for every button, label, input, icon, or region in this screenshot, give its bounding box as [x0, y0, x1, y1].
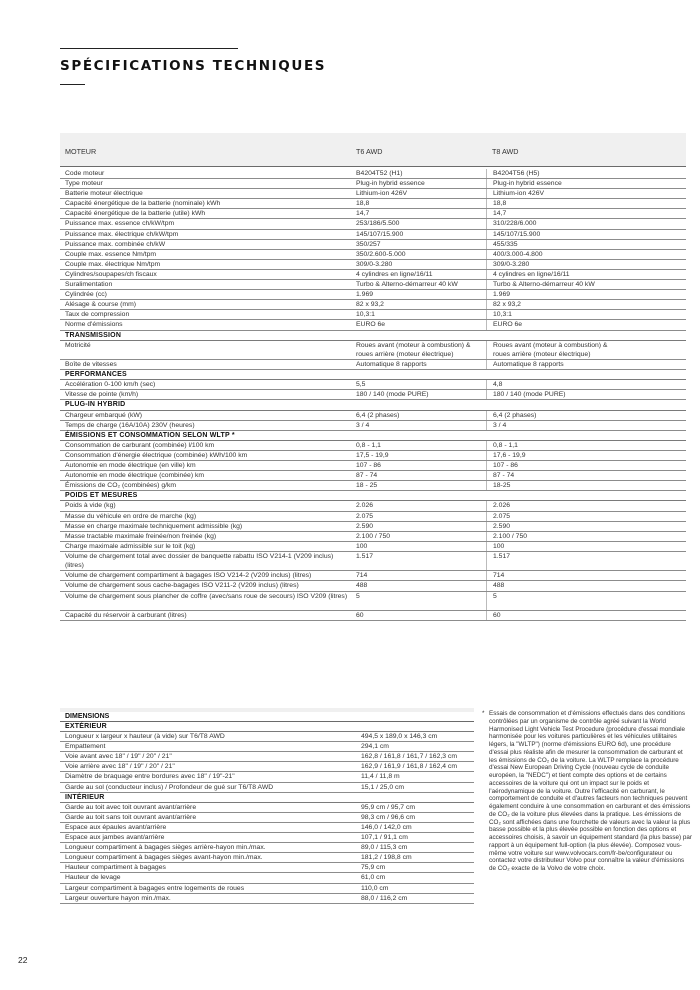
value-t8: 488	[493, 582, 505, 590]
table-row	[60, 270, 686, 280]
table-row	[60, 581, 686, 591]
value-t6: 10,3:1	[356, 310, 487, 319]
row-label: Masse du véhicule en ordre de marche (kg)	[65, 512, 197, 520]
table-row	[60, 532, 686, 542]
row-label: Longueur compartiment à bagages sièges avant-hayon min./max.	[65, 854, 263, 862]
header-col-t6: T6 AWD	[356, 147, 383, 156]
value-t6: 5,5	[356, 380, 487, 389]
value-t6: Turbo & Alterno-démarreur 40 kW	[356, 280, 487, 289]
section-heading: EXTÉRIEUR	[60, 722, 474, 732]
row-value: 494,5 x 189,0 x 146,3 cm	[361, 733, 438, 741]
table-row	[60, 250, 686, 260]
row-label: Motricité	[65, 341, 91, 349]
table-row	[60, 471, 686, 481]
row-label: Code moteur	[65, 170, 105, 177]
row-label: Volume de chargement compartiment à bagages ISO V214-2 (V209 inclus) (litres)	[65, 572, 312, 580]
row-label: Émissions de CO₂ (combinées) g/km	[65, 482, 177, 490]
value-t8: 310/228/6.000	[493, 220, 537, 228]
row-label: Puissance max. électrique ch/kW/tpm	[65, 230, 179, 238]
value-t6: EURO 6e	[356, 320, 487, 329]
value-t6: 18,8	[356, 199, 487, 208]
row-label: Consommation de carburant (combinée) l/100 km	[65, 441, 215, 449]
row-label: Masse tractable maximale freinée/non freinée (kg)	[65, 532, 217, 540]
row-label: Puissance max. essence ch/kW/tpm	[65, 220, 175, 228]
table-row	[60, 240, 686, 250]
value-t8: 180 / 140 (mode PURE)	[493, 391, 566, 399]
value-t8: 82 x 93,2	[493, 301, 521, 309]
value-t8: 6,4 (2 phases)	[493, 411, 537, 419]
row-label: Longueur compartiment à bagages sièges arrière-hayon min./max.	[65, 844, 266, 852]
table-row	[60, 189, 686, 199]
value-t6: 2.075	[356, 512, 487, 521]
row-label: Hauteur compartiment à bagages	[65, 864, 166, 872]
table-row	[60, 320, 686, 330]
value-t6: 107 - 86	[356, 461, 487, 470]
row-label: Accélération 0-100 km/h (sec)	[65, 381, 156, 389]
page-number: 22	[18, 955, 28, 965]
table-row	[60, 833, 474, 843]
table-row	[60, 209, 686, 219]
table-row	[60, 783, 474, 793]
value-t8: EURO 6e	[493, 321, 523, 329]
row-value: 107,1 / 91,1 cm	[361, 834, 408, 842]
table-row	[60, 341, 686, 361]
row-label: Empattement	[65, 743, 106, 751]
table-row	[60, 481, 686, 491]
value-t8: 2.100 / 750	[493, 532, 528, 540]
row-label: Puissance max. combinée ch/kW	[65, 240, 166, 248]
section-heading: TRANSMISSION	[60, 331, 686, 341]
row-label: Autonomie en mode électrique (combinée) km	[65, 472, 205, 480]
dimensions-table-body	[60, 722, 474, 904]
table-row	[60, 451, 686, 461]
table-row	[60, 611, 686, 621]
value-t8: 145/107/15.900	[493, 230, 541, 238]
row-value: 98,3 cm / 96,6 cm	[361, 813, 416, 821]
value-t8: Lithium-ion 426V	[493, 190, 545, 198]
row-label: Voie arrière avec 18" / 19" / 20" / 21"	[65, 763, 175, 771]
value-t6: 1.517	[356, 552, 487, 571]
table-row	[60, 732, 474, 742]
table-row	[60, 260, 686, 270]
row-label: Consommation d'énergie électrique (combinée) kWh/100 km	[65, 451, 248, 459]
spec-table	[60, 133, 686, 621]
row-label: Hauteur de levage	[65, 874, 121, 882]
row-value: 11,4 / 11,8 m	[361, 773, 400, 781]
section-heading: ÉMISSIONS ET CONSOMMATION SELON WLTP *	[60, 431, 686, 441]
section-heading: INTÉRIEUR	[60, 793, 474, 803]
value-t8: Roues avant (moteur à combustion) & roues arrière (moteur électrique)	[493, 341, 608, 358]
row-label: Capacité du réservoir à carburant (litres)	[65, 612, 187, 620]
value-t6: 87 - 74	[356, 471, 487, 480]
row-label: Garde au sol (conducteur inclus) / Profondeur de gué sur T6/T8 AWD	[65, 783, 274, 791]
value-t8: 2.590	[493, 522, 511, 530]
table-row	[60, 390, 686, 400]
table-row	[60, 219, 686, 229]
header-section-label: MOTEUR	[65, 147, 97, 156]
table-row	[60, 894, 474, 904]
table-row	[60, 823, 474, 833]
value-t8: 87 - 74	[493, 472, 515, 480]
value-t8: 10,3:1	[493, 311, 512, 319]
value-t6: 14,7	[356, 209, 487, 218]
value-t6: 0,8 - 1,1	[356, 441, 487, 450]
value-t6: 145/107/15.900	[356, 230, 487, 239]
value-t6: Lithium-ion 426V	[356, 189, 487, 198]
value-t6: 17,5 - 19,9	[356, 451, 487, 460]
table-row	[60, 571, 686, 581]
value-t6: 2.590	[356, 522, 487, 531]
value-t8: 18-25	[493, 482, 511, 490]
row-value: 15,1 / 25,0 cm	[361, 783, 405, 791]
value-t6: 350/2.600-5.000	[356, 250, 487, 259]
table-row	[60, 421, 686, 431]
row-label: Voie avant avec 18" / 19" / 20" / 21"	[65, 753, 172, 761]
value-t8: 3 / 4	[493, 421, 507, 429]
table-row	[60, 843, 474, 853]
row-label: Vitesse de pointe (km/h)	[65, 391, 139, 399]
section-heading: PLUG-IN HYBRID	[60, 400, 686, 410]
value-t6: Automatique 8 rapports	[356, 360, 487, 369]
value-t8: 0,8 - 1,1	[493, 441, 518, 449]
table-row	[60, 522, 686, 532]
page-title: SPÉCIFICATIONS TECHNIQUES	[60, 58, 327, 74]
row-value: 294,1 cm	[361, 743, 389, 751]
table-row	[60, 772, 474, 782]
value-t6: B4204T52 (H1)	[356, 169, 487, 178]
title-underline	[60, 84, 85, 85]
value-t8: 18,8	[493, 200, 507, 208]
row-label: Capacité énergétique de la batterie (utile) kWh	[65, 210, 206, 218]
row-label: Type moteur	[65, 180, 103, 188]
value-t8: 714	[493, 572, 505, 580]
row-label: Longueur x largeur x hauteur (à vide) sur T6/T8 AWD	[65, 733, 225, 741]
table-row	[60, 199, 686, 209]
row-label: Alésage & course (mm)	[65, 301, 137, 309]
row-label: Diamètre de braquage entre bordures avec 18" / 19"-21"	[65, 773, 235, 781]
row-label: Autonomie en mode électrique (en ville) km	[65, 462, 196, 470]
table-row	[60, 752, 474, 762]
table-row	[60, 280, 686, 290]
table-row	[60, 360, 686, 370]
value-t6: 6,4 (2 phases)	[356, 411, 487, 420]
table-row	[60, 380, 686, 390]
value-t8: 1.969	[493, 291, 511, 299]
value-t6: Plug-in hybrid essence	[356, 179, 487, 188]
value-t8: 100	[493, 542, 505, 550]
row-label: Volume de chargement total avec dossier de banquette rabattu ISO V214-1 (V209 inclus) (litres)	[65, 552, 334, 570]
row-value: 110,0 cm	[361, 884, 389, 892]
table-row	[60, 762, 474, 772]
table-row	[60, 863, 474, 873]
table-row	[60, 742, 474, 752]
row-label: Volume de chargement sous cache-bagages ISO V211-2 (V209 inclus) (litres)	[65, 582, 299, 590]
row-label: Taux de compression	[65, 311, 130, 319]
value-t6: 1.969	[356, 290, 487, 299]
row-value: 89,0 / 115,3 cm	[361, 844, 408, 852]
value-t8: B4204T56 (H5)	[493, 170, 540, 177]
table-row	[60, 411, 686, 421]
row-label: Suralimentation	[65, 281, 113, 289]
table-row	[60, 501, 686, 511]
table-row	[60, 300, 686, 310]
table-row	[60, 592, 686, 612]
row-label: Poids à vide (kg)	[65, 502, 116, 510]
value-t6: 18 - 25	[356, 481, 487, 490]
value-t8: Automatique 8 rapports	[493, 361, 564, 369]
header-col-t8: T8 AWD	[492, 147, 519, 156]
footnote	[482, 710, 692, 873]
value-t6: 350/257	[356, 240, 487, 249]
row-label: Garde au toit avec toit ouvrant avant/arrière	[65, 803, 197, 811]
table-row	[60, 873, 474, 883]
value-t8: 107 - 86	[493, 462, 518, 470]
top-rule	[60, 48, 238, 49]
section-heading: PERFORMANCES	[60, 370, 686, 380]
row-label: Norme d'émissions	[65, 321, 123, 329]
spec-table-header	[60, 133, 686, 167]
dimensions-title: DIMENSIONS	[60, 712, 474, 722]
value-t6: 488	[356, 581, 487, 590]
dimensions-table	[60, 708, 474, 904]
value-t8: 4 cylindres en ligne/16/11	[493, 270, 570, 278]
value-t6: 3 / 4	[356, 421, 487, 430]
row-label: Batterie moteur électrique	[65, 190, 143, 198]
value-t8: 14,7	[493, 210, 507, 218]
footnote-star: *	[482, 710, 485, 717]
value-t8: 5	[493, 592, 497, 600]
row-label: Temps de charge (16A/10A) 230V (heures)	[65, 421, 195, 429]
row-value: 162,9 / 161,9 / 161,8 / 162,4 cm	[361, 763, 457, 771]
table-row	[60, 169, 686, 179]
value-t8: 2.026	[493, 502, 511, 510]
row-label: Espace aux jambes avant/arrière	[65, 834, 165, 842]
footnote-text: Essais de consommation et d'émissions effectués dans des conditions contrôlées par un organisme de contrôle agréé suivant la World Harmonised Light Vehicle Test Procedure (procédure d'essai mondiale harmonisée pour les voitures particulières et les véhicules utilitaires légers, la "WLTP") (norme d'émissions EURO 6d), une procédure d'essai plus réaliste afin de mesurer la consommation de carburant et les émissions de CO₂ de la voiture. La WLTP remplace la procédure d'essai New European Driving Cycle (nouveau cycle de conduite européen, la "NEDC") et tient compte des options et de certains accessoires de la voiture qui ont un impact sur le poids et l'aérodynamique de la voiture. Outre l'efficacité en carburant, le comportement de conduite et d'autres facteurs non techniques peuvent également conduire à une consommation en carburant et des émissions de CO₂ de la voiture plus élevées dans la pratique. Les émissions de CO₂ sont affichées dans une fourchette de valeurs avec la valeur la plus basse possible et la plus élevée possible en fonction des options et accessoires choisis, à savoir un équipement standard (la plus basse) par rapport à un équipement full-option (la plus élevée). Composez vous-même votre voiture sur www.volvocars.com/fr-be/configurateur ou contactez votre distributeur Volvo pour connaître la valeur d'émissions de CO₂ exacte de la Volvo de votre choix.	[489, 710, 693, 872]
spec-table-body	[60, 169, 686, 621]
value-t6: 714	[356, 571, 487, 580]
value-t6: 253/186/5.500	[356, 219, 487, 228]
value-t6: 180 / 140 (mode PURE)	[356, 390, 487, 399]
value-t8: 17,6 - 19,9	[493, 451, 526, 459]
table-row	[60, 310, 686, 320]
row-value: 61,0 cm	[361, 874, 386, 882]
table-row	[60, 542, 686, 552]
row-label: Volume de chargement sous plancher de coffre (avec/sans roue de secours) ISO V209 (litres)	[65, 592, 348, 600]
value-t8: 455/335	[493, 240, 518, 248]
row-value: 162,8 / 161,8 / 161,7 / 162,3 cm	[361, 753, 457, 761]
row-label: Capacité énergétique de la batterie (nominale) kWh	[65, 200, 221, 208]
table-row	[60, 803, 474, 813]
value-t6: 100	[356, 542, 487, 551]
table-row	[60, 884, 474, 894]
table-row	[60, 290, 686, 300]
row-label: Masse en charge maximale techniquement admissible (kg)	[65, 522, 243, 530]
row-label: Cylindres/soupapes/ch fiscaux	[65, 270, 157, 278]
table-row	[60, 461, 686, 471]
row-label: Chargeur embarqué (kW)	[65, 411, 143, 419]
row-label: Largeur compartiment à bagages entre logements de roues	[65, 884, 245, 892]
value-t6: Roues avant (moteur à combustion) & roues arrière (moteur électrique)	[356, 341, 487, 360]
table-row	[60, 552, 686, 572]
section-heading: POIDS ET MESURES	[60, 491, 686, 501]
row-label: Cylindrée (cc)	[65, 291, 107, 299]
value-t8: 4,8	[493, 381, 503, 389]
row-label: Espace aux épaules avant/arrière	[65, 823, 167, 831]
row-value: 88,0 / 116,2 cm	[361, 894, 408, 902]
row-label: Couple max. essence Nm/tpm	[65, 250, 157, 258]
value-t6: 60	[356, 611, 487, 620]
table-row	[60, 853, 474, 863]
value-t8: 1.517	[493, 552, 511, 560]
table-row	[60, 512, 686, 522]
row-value: 146,0 / 142,0 cm	[361, 823, 412, 831]
row-label: Couple max. électrique Nm/tpm	[65, 260, 161, 268]
row-label: Garde au toit sans toit ouvrant avant/arrière	[65, 813, 197, 821]
value-t8: Turbo & Alterno-démarreur 40 kW	[493, 281, 595, 289]
row-label: Charge maximale admissible sur le toit (kg)	[65, 542, 196, 550]
value-t8: 309/0-3.280	[493, 260, 530, 268]
value-t6: 4 cylindres en ligne/16/11	[356, 270, 487, 279]
table-row	[60, 813, 474, 823]
table-row	[60, 441, 686, 451]
row-value: 181,2 / 198,8 cm	[361, 854, 412, 862]
table-row	[60, 179, 686, 189]
value-t8: 60	[493, 612, 501, 620]
value-t6: 82 x 93,2	[356, 300, 487, 309]
value-t8: Plug-in hybrid essence	[493, 180, 562, 188]
row-label: Boîte de vitesses	[65, 361, 117, 369]
value-t6: 5	[356, 592, 487, 611]
value-t6: 2.100 / 750	[356, 532, 487, 541]
value-t6: 2.026	[356, 501, 487, 510]
row-label: Largeur ouverture hayon min./max.	[65, 894, 171, 902]
value-t8: 2.075	[493, 512, 511, 520]
row-value: 75,9 cm	[361, 864, 386, 872]
value-t8: 400/3.000-4.800	[493, 250, 543, 258]
value-t6: 309/0-3.280	[356, 260, 487, 269]
table-row	[60, 230, 686, 240]
row-value: 95,9 cm / 95,7 cm	[361, 803, 416, 811]
